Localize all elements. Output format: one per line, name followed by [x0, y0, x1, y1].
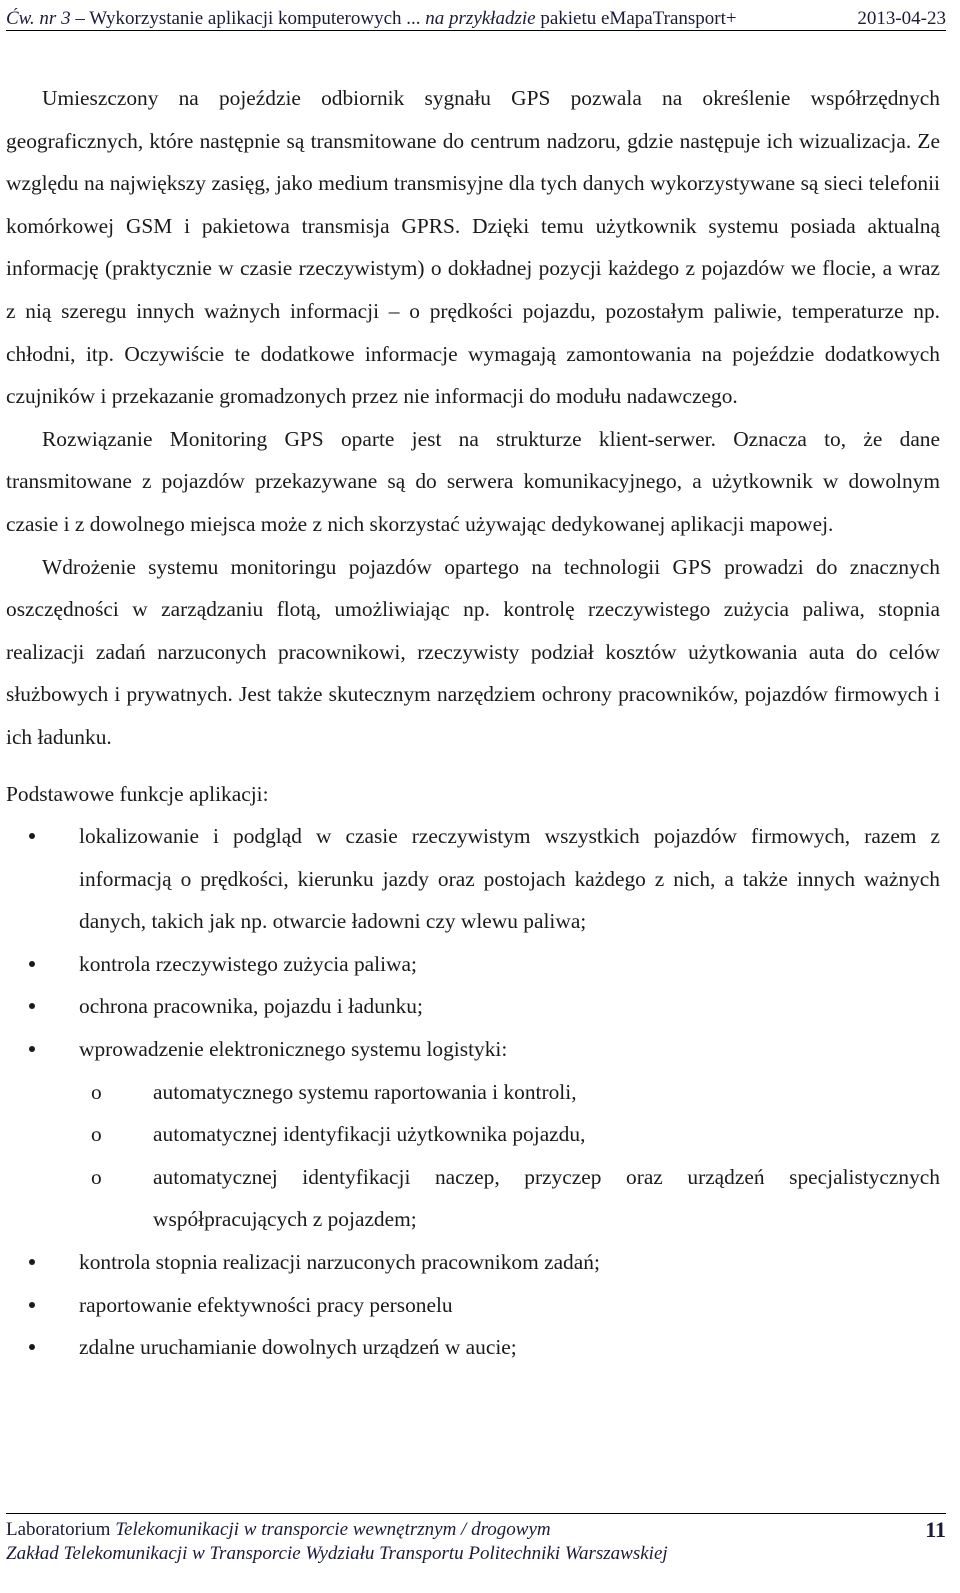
- list-item-label: wprowadzenie elektronicznego systemu logistyki:: [79, 1037, 508, 1062]
- page-footer: [6, 1513, 946, 1566]
- header-title: [6, 8, 737, 30]
- list-item: kontrola stopnia realizacji narzuconych pracownikom zadań;: [6, 1241, 940, 1284]
- list-item-logistics: [6, 1028, 940, 1241]
- page-header: [6, 4, 946, 31]
- list-lead: Podstawowe funkcje aplikacji:: [6, 781, 269, 806]
- footer-lab-title: Telekomunikacji w transporcie wewnętrznym / drogowym: [115, 1519, 551, 1540]
- circle-marker-icon: o: [91, 1122, 102, 1147]
- page-content: [6, 77, 940, 1369]
- sublist-item: [6, 1113, 940, 1156]
- circle-marker-icon: o: [91, 1164, 102, 1189]
- header-text: Wykorzystanie aplikacji komputerowych ...: [89, 8, 426, 29]
- header-date: 2013-04-23: [857, 8, 946, 29]
- header-text-2: pakietu eMapaTransport+: [535, 8, 737, 29]
- sublist: [79, 1071, 940, 1241]
- paragraph-3: Wdrożenie systemu monitoringu pojazdów opartego na technologii GPS prowadzi do znacznych oszczędności w zarządzaniu flotą, umożliwiając np. kontrolę rzeczywistego zużycia paliwa, stopnia realizacji zadań narzuconych pracownikowi, rzeczywisty podział kosztów użytkowania auta do celów służbowych i prywatnych. Jest także skutecznym narzędziem ochrony pracowników, pojazdów firmowych i ich ładunku.: [6, 554, 940, 749]
- sublist-item-text: automatycznej identyfikacji naczep, przyczep oraz urządzeń specjalistycznych współpracujących z pojazdem;: [153, 1164, 940, 1232]
- list-item: kontrola rzeczywistego zużycia paliwa;: [6, 943, 940, 986]
- footer-department: Zakład Telekomunikacji w Transporcie Wydziału Transportu Politechniki Warszawskiej: [6, 1543, 668, 1564]
- footer-lab-line: [6, 1518, 551, 1542]
- circle-marker-icon: o: [91, 1079, 102, 1104]
- list-item: raportowanie efektywności pracy personelu: [6, 1284, 940, 1327]
- paragraph-2: Rozwiązanie Monitoring GPS oparte jest na strukturze klient-serwer. Oznacza to, że dane transmitowane z pojazdów przekazywane są do serwera komunikacyjnego, a użytkownik w dowolnym czasie i z dowolnego miejsca może z nich skorzystać używając dedykowanej aplikacji mapowej.: [6, 426, 940, 536]
- list-item: zdalne uruchamianie dowolnych urządzeń w aucie;: [6, 1326, 940, 1369]
- list-item: ochrona pracownika, pojazdu i ładunku;: [6, 985, 940, 1028]
- sublist-item-text: automatycznej identyfikacji użytkownika pojazdu,: [153, 1122, 586, 1147]
- page-number: 11: [925, 1517, 946, 1542]
- functions-list: [6, 815, 940, 1369]
- header-dash: –: [70, 8, 90, 29]
- sublist-item: [6, 1071, 940, 1114]
- footer-lab-label: Laboratorium: [6, 1519, 116, 1540]
- sublist-item: [6, 1156, 940, 1241]
- paragraph-1: Umieszczony na pojeździe odbiornik sygnału GPS pozwala na określenie współrzędnych geograficznych, które następnie są transmitowane do centrum nadzoru, gdzie następuje ich wizualizacja. Ze względu na największy zasięg, jako medium transmisyjne dla tych danych wykorzystywane są sieci telefonii komórkowej GSM i pakietowa transmisja GPRS. Dzięki temu użytkownik systemu posiada aktualną informację (praktycznie w czasie rzeczywistym) o dokładnej pozycji każdego z pojazdów we flocie, a wraz z nią szeregu innych ważnych informacji – o prędkości pojazdu, pozostałym paliwie, temperaturze np. chłodni, itp. Oczywiście te dodatkowe informacje wymagają zamontowania na pojeździe dodatkowych czujników i przekazanie gromadzonych przez nie informacji do modułu nadawczego.: [6, 86, 940, 409]
- sublist-item-text: automatycznego systemu raportowania i kontroli,: [153, 1079, 577, 1104]
- header-italic-text: na przykładzie: [425, 8, 536, 29]
- list-item: lokalizowanie i podgląd w czasie rzeczywistym wszystkich pojazdów firmowych, razem z informacją o prędkości, kierunku jazdy oraz postojach każdego z nich, a także innych ważnych danych, takich jak np. otwarcie ładowni czy wlewu paliwa;: [6, 815, 940, 943]
- header-exercise: Ćw. nr 3: [6, 8, 71, 29]
